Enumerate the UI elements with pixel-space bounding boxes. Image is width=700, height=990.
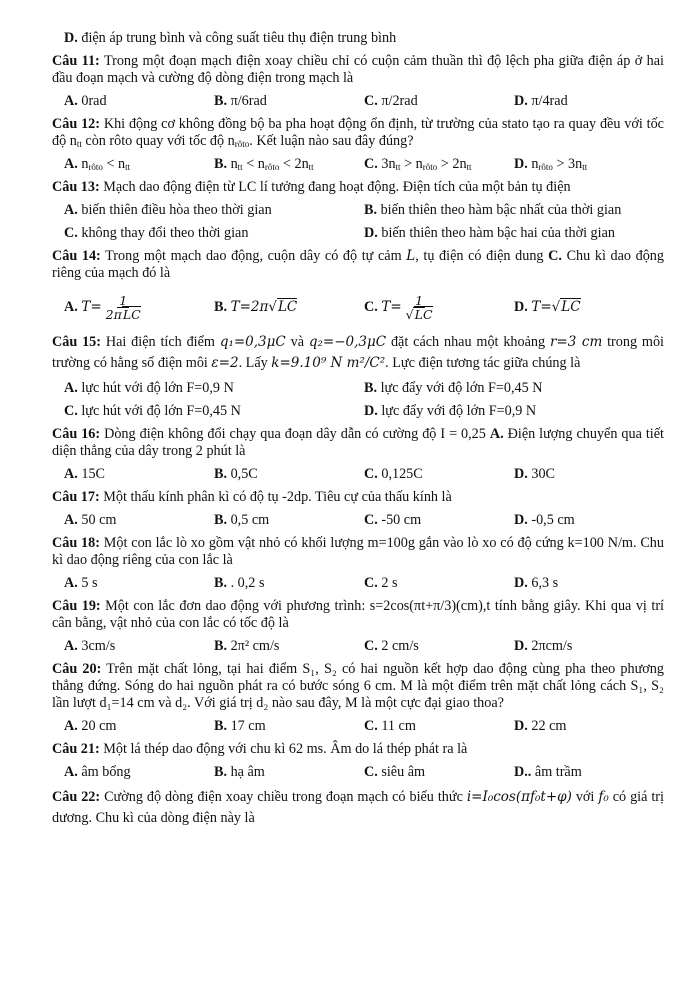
q18-options-2-text: 2 s (377, 574, 398, 591)
question-22 (52, 787, 664, 828)
q19-options-3-label: D. (514, 637, 528, 654)
q15-option-b[interactable] (364, 380, 664, 397)
q21-options-3-text: âm trầm (531, 764, 582, 781)
q11-option-a[interactable] (64, 93, 214, 110)
q15-options-3-text: lực đẩy với độ lớn F=0,9 N (377, 402, 537, 419)
q11-label: Câu 11: (52, 53, 100, 70)
q16-options-1-text: 0,5C (227, 465, 258, 482)
q18-options-0-label: A. (64, 574, 78, 591)
q15-text_6: . Lực điện tương tác giữa chúng là (385, 354, 581, 371)
q12-label: Câu 12: (52, 116, 100, 133)
q19-option-a[interactable] (64, 638, 214, 655)
q12-options-3-text: $n_{rôto} > 3n_{tt}$ (527, 156, 588, 173)
question-18 (52, 535, 664, 569)
q22-label: Câu 22: (52, 789, 101, 806)
q17-text: Một thấu kính phân kì có độ tụ -2dp. Tiêu cự của thấu kính là (99, 488, 452, 505)
q16-text_1: Dòng điện không đổi chạy qua đoạn dây dẫn có cường độ I = 0,25 (100, 425, 490, 442)
question-14 (52, 248, 664, 282)
q13-options-3-text: biến thiên theo hàm bậc hai của thời gian (377, 225, 615, 242)
q16-options (64, 466, 664, 483)
q21-options (64, 764, 664, 781)
q15-option-d[interactable] (364, 403, 664, 420)
q21-options-0-label: A. (64, 764, 78, 781)
q11-options-2-text: π/2rad (377, 93, 418, 110)
q13-options-1-label: B. (364, 202, 378, 219)
q20-options-0-text: 20 cm (77, 718, 117, 735)
q14-formula-c: T= $\frac{1}{√LC}$ (381, 292, 433, 322)
q21-option-d[interactable] (514, 764, 664, 781)
q21-option-b[interactable] (214, 764, 364, 781)
q15-options-0-label: A. (64, 379, 78, 396)
question-13 (52, 179, 664, 196)
q14-text_3: Chu kì dao động riêng của mạch đó là (52, 248, 664, 282)
q11-option-b[interactable] (214, 93, 364, 110)
q12-option-a[interactable] (64, 156, 214, 173)
q20-options-1-label: B. (214, 718, 228, 735)
q11-options-3-text: π/4rad (527, 93, 568, 110)
subscript: rôto (264, 162, 280, 173)
q14-option-d[interactable] (514, 299, 664, 316)
q12-sub_tt: tt (76, 139, 82, 150)
q19-options-1-label: B. (214, 637, 228, 654)
q14-bold_C: C. (548, 248, 562, 265)
q21-option-a[interactable] (64, 764, 214, 781)
q11-options-3-label: D. (514, 93, 528, 110)
question-15 (52, 332, 664, 373)
q19-options-3-text: 2πcm/s (527, 637, 573, 654)
q13-label: Câu 13: (52, 179, 100, 196)
q15-eps: ε=2 (211, 354, 239, 371)
q15-option-c[interactable] (64, 403, 364, 420)
q11-option-d[interactable] (514, 93, 664, 110)
q20-options-3-label: D. (514, 718, 528, 735)
q12-option-b[interactable] (214, 156, 364, 173)
q13-options-2-label: C. (64, 225, 78, 242)
q16-text_2: Điện lượng chuyển qua tiết diện thẳng của dây trong 2 phút là (52, 425, 664, 459)
q22-text_1: Cường độ dòng điện xoay chiều trong đoạn mạch có biểu thức (100, 789, 467, 806)
q19-option-d[interactable] (514, 638, 664, 655)
q18-options-2-label: C. (364, 574, 378, 591)
q13-options-1-text: biến thiên theo hàm bậc nhất của thời gian (377, 202, 622, 219)
q14-options (64, 290, 664, 324)
q18-option-c[interactable] (364, 575, 514, 592)
q16-options-2-label: C. (364, 465, 378, 482)
q22-text_2: với (571, 789, 599, 806)
question-20 (52, 661, 664, 712)
q18-option-a[interactable] (64, 575, 214, 592)
q17-options (64, 512, 664, 529)
q17-options-2-text: -50 cm (377, 511, 422, 528)
q18-options-1-label: B. (214, 574, 228, 591)
q12-option-d[interactable] (514, 156, 664, 173)
q19-options-0-label: A. (64, 637, 78, 654)
q14-text_1: Trong một mạch dao động, cuộn dây có độ tự cảm (100, 248, 407, 265)
q16-option-d[interactable] (514, 466, 664, 483)
q17-options-1-text: 0,5 cm (227, 511, 270, 528)
q15-text_3: đặt cách nhau một khoảng (386, 334, 550, 351)
q15-options-1-text: lực đẩy với độ lớn F=0,45 N (377, 379, 543, 396)
q20-options-3-text: 22 cm (527, 718, 567, 735)
q17-options-3-label: D. (514, 511, 528, 528)
subscript: tt (582, 162, 588, 173)
q21-label: Câu 21: (52, 741, 100, 758)
q20-text: Trên mặt chất lỏng, tại hai điểm S₁, S₂ có hai nguồn kết hợp dao động cùng pha theo phương thẳng đứng. Sóng do hai nguồn phát ra có bước sóng 6 cm. M là một điểm trên mặt chất lỏng cách S₁, S₂ lần lượt d₁=14 cm và d₂. Với giá trị d₂ nào sau đây, M là một cực đại giao thoa? (52, 660, 664, 712)
q12-options (64, 156, 664, 173)
q12-option-c[interactable] (364, 156, 514, 173)
q17-option-a[interactable] (64, 512, 214, 529)
q17-options-3-text: -0,5 cm (527, 511, 575, 528)
q10-opt_d_text: điện áp trung bình và công suất tiêu thụ điện trung bình (77, 30, 397, 46)
question-17 (52, 489, 664, 506)
q15-option-a[interactable] (64, 380, 364, 397)
q12-sub_roto: rôto (234, 139, 250, 150)
q20-option-c[interactable] (364, 718, 514, 735)
q12-text_1: Khi động cơ không đồng bộ ba pha hoạt động ổn định, từ trường của stato tạo ra quay đều với tốc độ n (52, 116, 664, 150)
q12-options-2-label: C. (364, 156, 378, 173)
q14-text_2: , tụ điện có điện dung (415, 248, 549, 265)
q21-options-1-label: B. (214, 764, 228, 781)
q13-text: Mạch dao động điện từ LC lí tưởng đang hoạt động. Điện tích của một bản tụ điện (99, 179, 571, 196)
q21-options-0-text: âm bổng (77, 764, 131, 781)
q16-bold_A: A. (489, 425, 504, 442)
q14-options-0-label: A. (64, 298, 78, 315)
q12-text_3: . Kết luận nào sau đây đúng? (249, 133, 414, 150)
q17-options-0-label: A. (64, 511, 78, 528)
q14-option-c[interactable] (364, 294, 514, 321)
q11-options (64, 93, 664, 110)
q17-options-1-label: B. (214, 511, 228, 528)
q20-options-2-label: C. (364, 718, 378, 735)
q18-text: Một con lắc lò xo gồm vật nhỏ có khối lượng m=100g gắn vào lò xo có độ cứng k=100 N/m. Chu kì dao động riêng của con lắc là (52, 534, 664, 568)
q18-options-0-text: 5 s (77, 574, 98, 591)
q17-option-b[interactable] (214, 512, 364, 529)
q20-options-1-text: 17 cm (227, 718, 266, 735)
q12-option-a-text: $n_{rôto} < n_{tt}$ (77, 156, 131, 173)
q14-label: Câu 14: (52, 248, 101, 265)
q13-option-b[interactable] (364, 202, 664, 219)
q20-option-b[interactable] (214, 718, 364, 735)
q11-options-0-label: A. (64, 93, 78, 110)
q21-options-2-label: C. (364, 764, 378, 781)
q21-option-c[interactable] (364, 764, 514, 781)
subscript: tt (125, 162, 131, 173)
q17-options-2-label: C. (364, 511, 378, 528)
q11-options-1-text: π/6rad (227, 93, 267, 110)
q22-formula: i=I₀cos(πf₀t+φ) (466, 789, 572, 806)
question-21 (52, 741, 664, 758)
q14-formula-a: T= $\frac{1}{\text{2πLC}}$ (81, 292, 141, 322)
q16-options-1-label: B. (214, 465, 228, 482)
q12-options-0-label: A. (64, 156, 78, 173)
q15-r: r=3 cm (549, 334, 603, 351)
q19-options-2-label: C. (364, 637, 378, 654)
q13-option-a[interactable] (64, 202, 364, 219)
question-12 (52, 116, 664, 150)
q14-options-1-label: B. (214, 298, 228, 315)
question-19 (52, 598, 664, 632)
q12-options-2-text: $3n_{tt} > n_{rôto} > 2n_{tt}$ (377, 156, 472, 173)
subscript: rôto (88, 162, 103, 173)
q15-options-row1 (64, 380, 664, 397)
q11-options-2-label: C. (364, 93, 378, 110)
q10-opt_d_label: D. (64, 30, 78, 46)
q20-options-2-text: 11 cm (377, 718, 416, 735)
q14-options-3-label: D. (514, 298, 528, 315)
q13-options-0-text: biến thiên điều hòa theo thời gian (77, 202, 272, 219)
subscript: rôto (422, 162, 438, 173)
question-11 (52, 53, 664, 87)
q20-option-d[interactable] (514, 718, 664, 735)
q15-options-1-label: B. (364, 379, 378, 396)
q16-options-3-label: D. (514, 465, 528, 482)
q15-k: k=9.10⁹ N m²/C² (271, 354, 386, 371)
subscript: tt (308, 162, 314, 173)
q22-f0: f₀ (598, 789, 609, 806)
q14-option-a[interactable] (64, 294, 214, 321)
q19-options-2-text: 2 cm/s (377, 637, 419, 654)
q16-option-a[interactable] (64, 466, 214, 483)
q12-text_2: còn rôto quay với tốc độ n (81, 133, 235, 150)
q19-option-c[interactable] (364, 638, 514, 655)
q13-options-row2 (64, 225, 664, 242)
q15-label: Câu 15: (52, 334, 101, 351)
q21-options-3-label: D.. (514, 764, 532, 781)
q15-options-3-label: D. (364, 402, 378, 419)
q15-text_4: trong môi trường có hằng số điện môi (52, 334, 664, 371)
q13-option-d[interactable] (364, 225, 664, 242)
q14-formula-d: T=√LC (531, 298, 581, 315)
q20-option-a[interactable] (64, 718, 214, 735)
q13-options-row1 (64, 202, 664, 219)
q19-options (64, 638, 664, 655)
q14-options-2-label: C. (364, 298, 378, 315)
q21-text: Một lá thép dao động với chu kì 62 ms. Âm do lá thép phát ra là (99, 741, 468, 758)
q16-label: Câu 16: (52, 425, 101, 442)
q16-options-2-text: 0,125C (377, 465, 423, 482)
q18-options-3-label: D. (514, 574, 528, 591)
q19-options-0-text: 3cm/s (77, 637, 116, 654)
q14-option-b[interactable] (214, 299, 364, 316)
q20-options-0-label: A. (64, 718, 78, 735)
subscript: tt (237, 162, 243, 173)
q21-options-1-text: hạ âm (227, 764, 265, 781)
q14-var_L: L (406, 248, 416, 265)
q12-options-1-label: B. (214, 156, 228, 173)
q16-option-b[interactable] (214, 466, 364, 483)
q12-options-1-text: $n_{tt} < n_{rôto} < 2n_{tt}$ (227, 156, 314, 173)
q13-option-c[interactable] (64, 225, 364, 242)
q21-options-2-text: siêu âm (377, 764, 426, 781)
q15-options-2-text: lực hút với độ lớn F=0,45 N (77, 402, 241, 419)
question-16 (52, 426, 664, 460)
q22-text_3: có giá trị dương. Chu kì của dòng điện này là (52, 789, 664, 826)
subscript: tt (395, 162, 401, 173)
q18-option-d[interactable] (514, 575, 664, 592)
q11-options-0-text: 0rad (77, 93, 107, 110)
q12-options-3-label: D. (514, 156, 528, 173)
q16-options-0-text: 15C (77, 465, 105, 482)
q14-formula-b: T=2π√LC (230, 298, 298, 315)
q18-option-b[interactable] (214, 575, 364, 592)
q16-options-0-label: A. (64, 465, 78, 482)
q19-options-1-text: 2π² cm/s (227, 637, 280, 654)
q19-option-b[interactable] (214, 638, 364, 655)
q16-option-c[interactable] (364, 466, 514, 483)
subscript: tt (466, 162, 472, 173)
q10-option-d (64, 30, 664, 47)
q13-options-2-text: không thay đổi theo thời gian (77, 225, 249, 242)
q15-options-row2 (64, 403, 664, 420)
q18-options-1-text: . 0,2 s (227, 574, 265, 591)
q17-label: Câu 17: (52, 488, 100, 505)
q19-text: Một con lắc đơn dao động với phương trình: s=2cos(πt+π/3)(cm),t tính bằng giây. Khi qua vị trí cân bằng, vật nhỏ của con lắc có tốc độ là (52, 597, 664, 631)
q11-text: Trong một đoạn mạch điện xoay chiều chỉ có cuộn cảm thuần thì độ lệch pha giữa điện áp ở hai đầu đoạn mạch và cường độ dòng điện trong mạch là (52, 53, 664, 87)
q15-text_1: Hai điện tích điểm (101, 334, 220, 351)
q13-options-3-label: D. (364, 225, 378, 242)
q11-options-1-label: B. (214, 93, 228, 110)
q20-options (64, 718, 664, 735)
q16-options-3-text: 30C (527, 465, 555, 482)
q18-label: Câu 18: (52, 534, 100, 551)
q18-options-3-text: 6,3 s (527, 574, 559, 591)
q11-option-c[interactable] (364, 93, 514, 110)
subscript: rôto (538, 162, 553, 173)
q15-options-0-text: lực hút với độ lớn F=0,9 N (77, 379, 234, 396)
q15-text_5: . Lấy (238, 354, 272, 371)
q18-options (64, 575, 664, 592)
q15-text_2: và (285, 334, 309, 351)
q17-options-0-text: 50 cm (77, 511, 117, 528)
q15-q1: q₁=0,3μC (219, 334, 286, 351)
q17-option-c[interactable] (364, 512, 514, 529)
q15-q2: q₂=−0,3μC (308, 334, 387, 351)
q17-option-d[interactable] (514, 512, 664, 529)
q19-label: Câu 19: (52, 597, 101, 614)
q15-options-2-label: C. (64, 402, 78, 419)
q20-label: Câu 20: (52, 660, 102, 677)
q13-options-0-label: A. (64, 202, 78, 219)
